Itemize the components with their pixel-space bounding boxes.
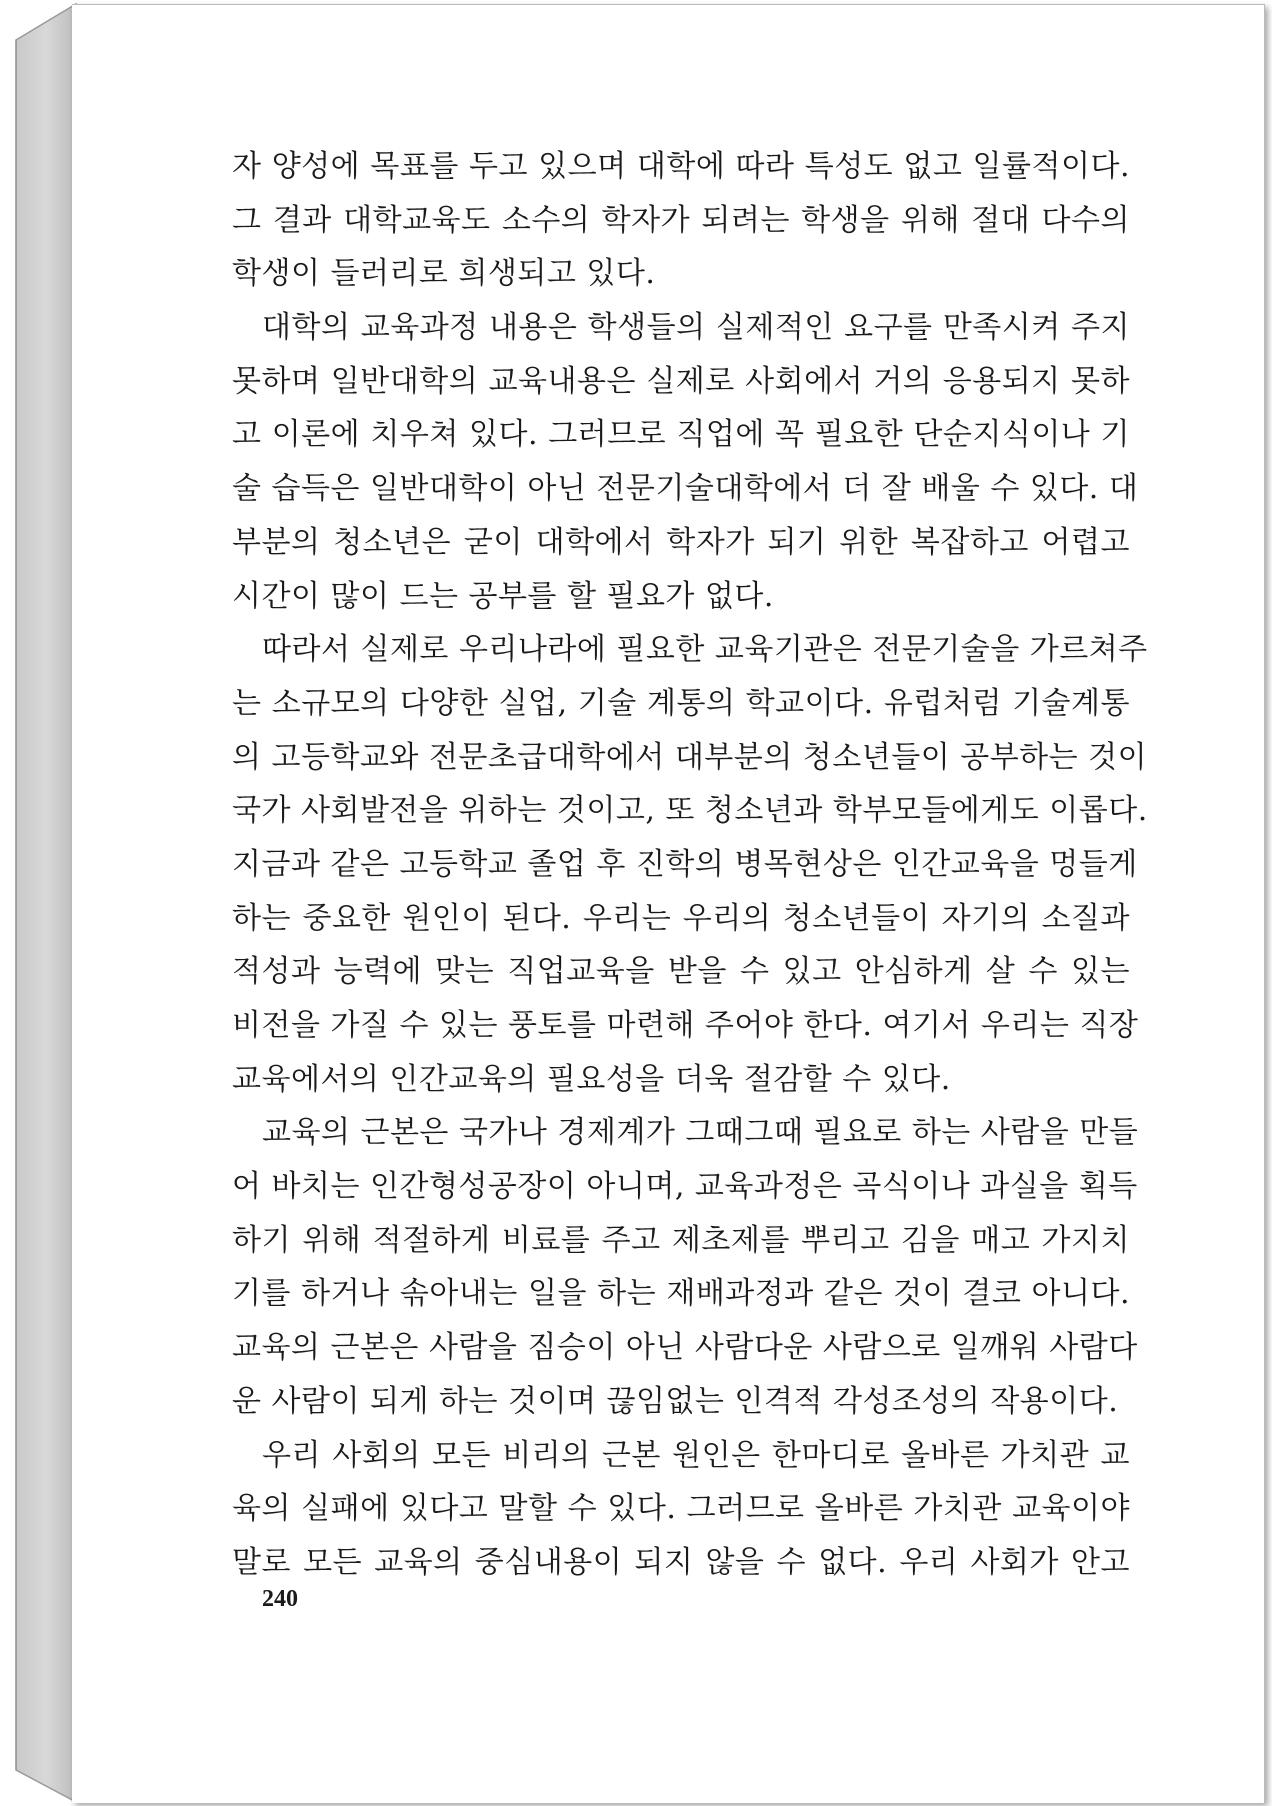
text-line: 육의 실패에 있다고 말할 수 있다. 그러므로 올바른 가치관 교육이야 bbox=[232, 1491, 1130, 1527]
text-line: 따라서 실제로 우리나라에 필요한 교육기관은 전문기술을 가르쳐주 bbox=[262, 632, 1148, 668]
text-line: 기를 하거나 솎아내는 일을 하는 재배과정과 같은 것이 결코 아니다. bbox=[232, 1276, 1130, 1312]
text-line: 대학의 교육과정 내용은 학생들의 실제적인 요구를 만족시켜 주지 bbox=[262, 310, 1130, 346]
text-line: 교육에서의 인간교육의 필요성을 더욱 절감할 수 있다. bbox=[232, 1061, 951, 1097]
text-line: 부분의 청소년은 굳이 대학에서 학자가 되기 위한 복잡하고 어렵고 bbox=[232, 524, 1130, 560]
text-line: 적성과 능력에 맞는 직업교육을 받을 수 있고 안심하게 살 수 있는 bbox=[232, 954, 1130, 990]
text-line: 의 고등학교와 전문초급대학에서 대부분의 청소년들이 공부하는 것이 bbox=[232, 739, 1148, 775]
text-line: 국가 사회발전을 위하는 것이고, 또 청소년과 학부모들에게도 이롭다. bbox=[232, 793, 1148, 829]
text-line: 하기 위해 적절하게 비료를 주고 제초제를 뿌리고 김을 매고 가지치 bbox=[232, 1222, 1130, 1258]
text-line: 는 소규모의 다양한 실업, 기술 계통의 학교이다. 유럽처럼 기술계통 bbox=[232, 685, 1130, 721]
text-line: 운 사람이 되게 하는 것이며 끊임없는 인격적 각성조성의 작용이다. bbox=[232, 1383, 1119, 1419]
page-body-text bbox=[232, 140, 1148, 1590]
text-line: 지금과 같은 고등학교 졸업 후 진학의 병목현상은 인간교육을 멍들게 bbox=[232, 846, 1138, 882]
text-line: 교육의 근본은 사람을 짐승이 아닌 사람다운 사람으로 일깨워 사람다 bbox=[232, 1330, 1138, 1366]
text-line: 고 이론에 치우쳐 있다. 그러므로 직업에 꼭 필요한 단순지식이나 기 bbox=[232, 417, 1130, 453]
text-line: 그 결과 대학교육도 소수의 학자가 되려는 학생을 위해 절대 다수의 bbox=[232, 202, 1130, 238]
text-line: 하는 중요한 원인이 된다. 우리는 우리의 청소년들이 자기의 소질과 bbox=[232, 900, 1130, 936]
page-number: 240 bbox=[262, 1586, 298, 1612]
text-line: 시간이 많이 드는 공부를 할 필요가 없다. bbox=[232, 578, 774, 614]
text-line: 비전을 가질 수 있는 풍토를 마련해 주어야 한다. 여기서 우리는 직장 bbox=[232, 1008, 1139, 1043]
text-line: 우리 사회의 모든 비리의 근본 원인은 한마디로 올바른 가치관 교 bbox=[262, 1437, 1130, 1473]
text-line: 술 습득은 일반대학이 아닌 전문기술대학에서 더 잘 배울 수 있다. 대 bbox=[232, 471, 1139, 507]
text-line: 어 바치는 인간형성공장이 아니며, 교육과정은 곡식이나 과실을 획득 bbox=[232, 1169, 1138, 1205]
text-line: 못하며 일반대학의 교육내용은 실제로 사회에서 거의 응용되지 못하 bbox=[232, 363, 1130, 399]
text-line: 학생이 들러리로 희생되고 있다. bbox=[232, 256, 656, 292]
text-line: 교육의 근본은 국가나 경제계가 그때그때 필요로 하는 사람을 만들 bbox=[262, 1115, 1139, 1151]
text-line: 자 양성에 목표를 두고 있으며 대학에 따라 특성도 없고 일률적이다. bbox=[232, 149, 1130, 184]
text-line: 말로 모든 교육의 중심내용이 되지 않을 수 없다. 우리 사회가 안고 bbox=[232, 1544, 1130, 1580]
